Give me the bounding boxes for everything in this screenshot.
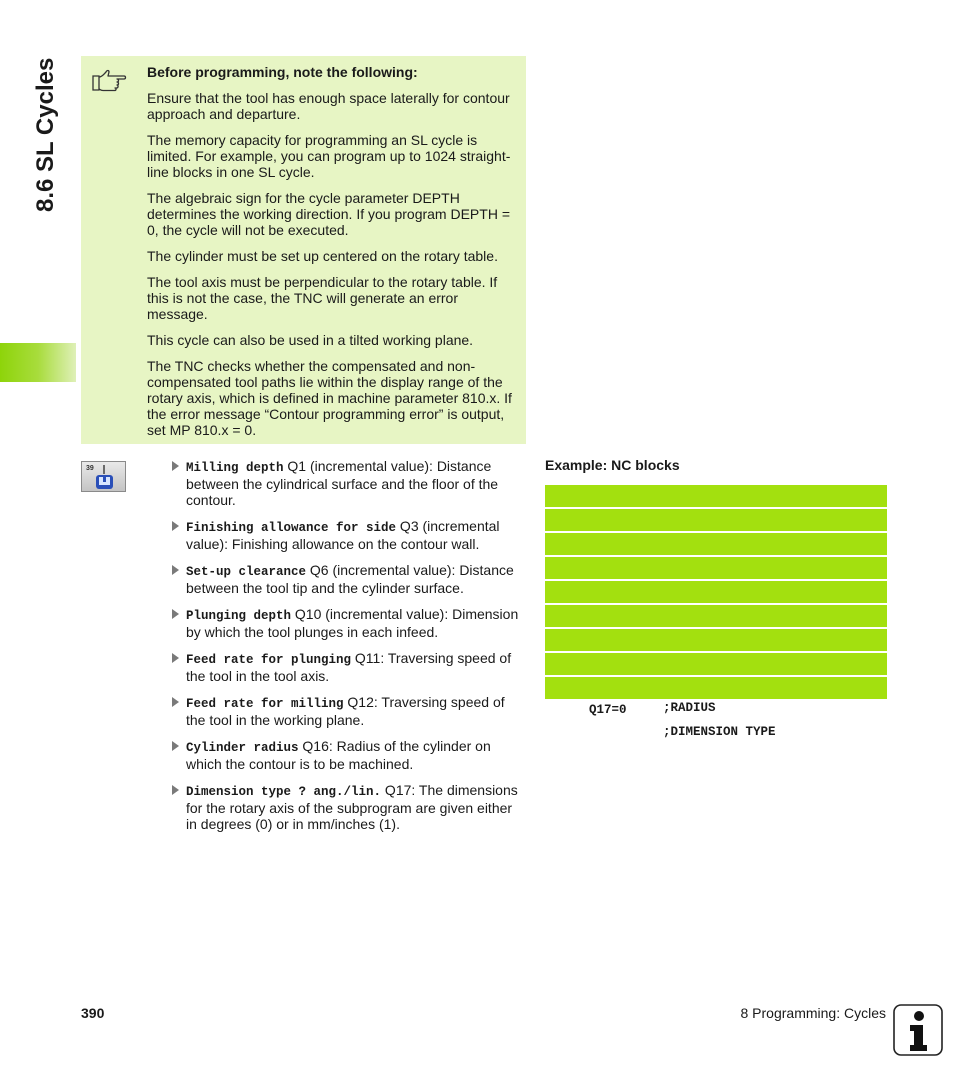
nc-block-row [545,485,887,507]
nc-block-row [545,581,887,603]
note-paragraph: The memory capacity for programming an SL cycle is limited. For example, you can program up to 1024 straight-line blocks in one SL cycle. [147,132,511,180]
nc-block-code: Q17=0 [589,703,627,717]
parameter-item [172,694,526,728]
bullet-arrow-icon [172,653,179,663]
parameter-item [172,650,526,684]
section-tab-marker [0,343,76,382]
section-title [22,40,72,220]
bullet-arrow-icon [172,697,179,707]
cycle-number: 39 [86,465,94,472]
parameter-description: Q17: The dimensions for the rotary axis of the subprogram are given either in degrees (0) or in mm/inches (1). [186,782,518,832]
bullet-arrow-icon [172,565,179,575]
note-content [147,64,521,448]
parameter-description: Q3 (incremental value): Finishing allowance on the contour wall. [186,518,500,552]
note-paragraph: This cycle can also be used in a tilted working plane. [147,332,474,348]
parameter-name: Milling depth [186,461,284,475]
bullet-arrow-icon [172,521,179,531]
pointing-hand-icon [91,66,127,94]
parameter-name: Finishing allowance for side [186,521,397,535]
nc-block-comment: ;DIMENSION TYPE [663,725,776,739]
parameter-name: Feed rate for milling [186,697,344,711]
parameter-name: Plunging depth [186,609,292,623]
note-paragraph: The algebraic sign for the cycle parameter DEPTH determines the working direction. If you program DEPTH = 0, the cycle will not be executed. [147,190,510,238]
bullet-arrow-icon [172,609,179,619]
parameter-item [172,606,526,640]
nc-block-comment: ;RADIUS [663,701,716,715]
parameter-name: Feed rate for plunging [186,653,352,667]
note-paragraph: The cylinder must be set up centered on the rotary table. [147,248,498,264]
note-box [81,56,526,444]
page-number: 390 [81,1005,105,1021]
parameter-description: Q6 (incremental value): Distance between the tool tip and the cylinder surface. [186,562,514,596]
parameter-item [172,562,526,596]
nc-block-list [545,485,887,739]
note-paragraph: The TNC checks whether the compensated and non-compensated tool paths lie within the display range of the rotary axis, which is defined in machine parameter 810.x. If the error message “Contour programming error” is output, set MP 810.x = 0. [147,358,512,438]
parameter-name: Dimension type ? ang./lin. [186,785,382,799]
nc-block-row [545,509,887,531]
cylinder-cycle-icon [81,461,126,492]
note-heading: Before programming, note the following: [147,64,418,80]
parameter-list [172,458,526,842]
nc-block-row [545,629,887,651]
parameter-item [172,458,526,508]
parameter-description: Q16: Radius of the cylinder on which the contour is to be machined. [186,738,491,772]
parameter-description: Q10 (incremental value): Dimension by which the tool plunges in each infeed. [186,606,519,640]
example-title: Example: NC blocks [545,457,680,473]
parameter-name: Set-up clearance [186,565,307,579]
bullet-arrow-icon [172,785,179,795]
parameter-item [172,782,526,832]
note-paragraph: The tool axis must be perpendicular to the rotary table. If this is not the case, the TNC will generate an error message. [147,274,498,322]
parameter-name: Cylinder radius [186,741,299,755]
nc-block-row [545,557,887,579]
parameter-description: Q12: Traversing speed of the tool in the working plane. [186,694,505,728]
nc-block-row [545,605,887,627]
chapter-label: 8 Programming: Cycles [740,1005,886,1021]
note-paragraph: Ensure that the tool has enough space laterally for contour approach and departure. [147,90,510,122]
parameter-description: Q1 (incremental value): Distance between the cylindrical surface and the floor of the contour. [186,458,499,508]
parameter-item [172,738,526,772]
section-title-text: 8.6 SL Cycles [32,57,59,212]
bullet-arrow-icon [172,461,179,471]
bullet-arrow-icon [172,741,179,751]
parameter-description: Q11: Traversing speed of the tool in the tool axis. [186,650,512,684]
nc-block-row [545,533,887,555]
parameter-item [172,518,526,552]
info-icon [893,1004,943,1056]
